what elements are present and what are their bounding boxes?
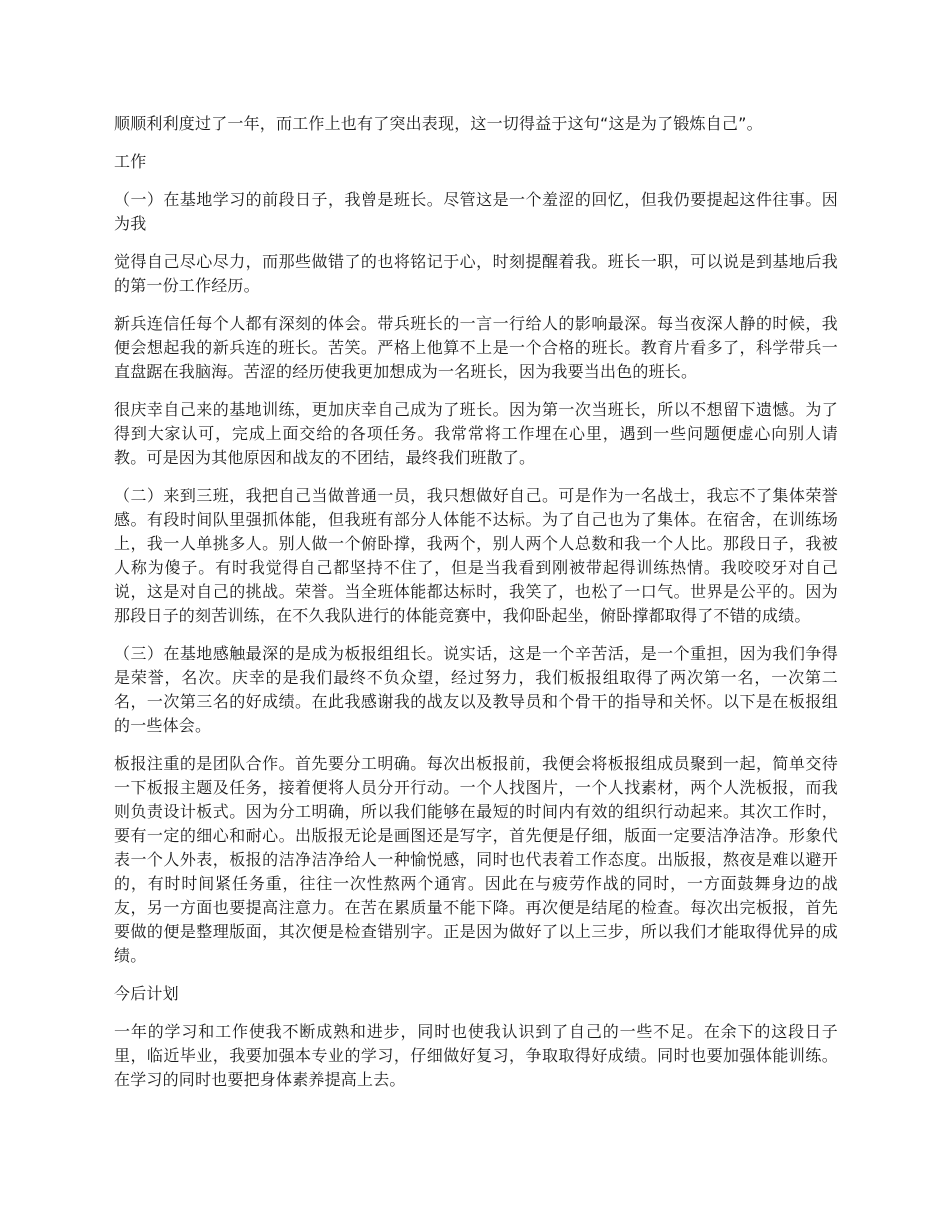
work-paragraph-2: 觉得自己尽心尽力，而那些做错了的也将铭记于心，时刻提醒着我。班长一职，可以说是到基地后我的第一份工作经历。 [114,252,838,295]
work-paragraph-3: 新兵连信任每个人都有深刻的体会。带兵班长的一言一行给人的影响最深。每当夜深人静的时候，我便会想起我的新兵连的班长。苦笑。严格上他算不上是一个合格的班长。教育片看多了，科学带兵一直盘踞在我脑海。苦涩的经历使我更加想成为一名班长，因为我要当出色的班长。 [114,314,838,381]
work-paragraph-4: 很庆幸自己来的基地训练，更加庆幸自己成为了班长。因为第一次当班长，所以不想留下遗憾。为了得到大家认可，完成上面交给的各项任务。我常常将工作埋在心里，遇到一些问题便虚心向别人请教。可是因为其他原因和战友的不团结，最终我们班散了。 [114,400,838,467]
document-body [114,112,838,1106]
section-heading-future-plan: 今后计划 [114,984,179,1003]
section-heading-work: 工作 [114,152,147,171]
work-paragraph-6: （三）在基地感触最深的是成为板报组组长。说实话，这是一个辛苦活，是一个重担，因为我们争得是荣誉，名次。庆幸的是我们最终不负众望，经过努力，我们板报组取得了两次第一名，一次第二名，一次第三名的好成绩。在此我感谢我的战友以及教导员和个骨干的指导和关怀。以下是在板报组的一些体会。 [114,644,838,735]
plan-paragraph-1: 一年的学习和工作使我不断成熟和进步，同时也使我认识到了自己的一些不足。在余下的这段日子里，临近毕业，我要加强本专业的学习，仔细做好复习，争取取得好成绩。同时也要加强体能训练。在学习的同时也要把身体素养提高上去。 [114,1022,838,1089]
intro-paragraph: 顺顺利利度过了一年，而工作上也有了突出表现，这一切得益于这句“这是为了锻炼自己”。 [114,114,763,133]
work-paragraph-7: 板报注重的是团队合作。首先要分工明确。每次出板报前，我便会将板报组成员聚到一起，简单交待一下板报主题及任务，接着便将人员分开行动。一个人找图片，一个人找素材，两个人洗板报，而我则负责设计板式。因为分工明确，所以我们能够在最短的时间内有效的组织行动起来。其次工作时，要有一定的细心和耐心。出版报无论是画图还是写字，首先便是仔细，版面一定要洁净洁净。形象代表一个人外表，板报的洁净洁净给人一种愉悦感，同时也代表着工作态度。出版报，熬夜是难以避开的，有时时间紧任务重，往往一次性熬两个通宵。因此在与疲劳作战的同时，一方面鼓舞身边的战友，另一方面也要提高注意力。在苦在累质量不能下降。再次便是结尾的检查。每次出完板报，首先要做的便是整理版面，其次便是检查错别字。正是因为做好了以上三步，所以我们才能取得优异的成绩。 [114,754,838,965]
work-paragraph-5: （二）来到三班，我把自己当做普通一员，我只想做好自己。可是作为一名战士，我忘不了集体荣誉感。有段时间队里强抓体能，但我班有部分人体能不达标。为了自己也为了集体。在宿舍，在训练场上，我一人单挑多人。别人做一个俯卧撑，我两个，别人两个人总数和我一个人比。那段日子，我被人称为傻子。有时我觉得自己都坚持不住了，但是当我看到刚被带起得训练热情。我咬咬牙对自己说，这是对自己的挑战。荣誉。当全班体能都达标时，我笑了，也松了一口气。世界是公平的。因为那段日子的刻苦训练，在不久我队进行的体能竞赛中，我仰卧起坐，俯卧撑都取得了不错的成绩。 [114,486,838,625]
work-paragraph-1: （一）在基地学习的前段日子，我曾是班长。尽管这是一个羞涩的回忆，但我仍要提起这件往事。因为我 [114,190,838,233]
